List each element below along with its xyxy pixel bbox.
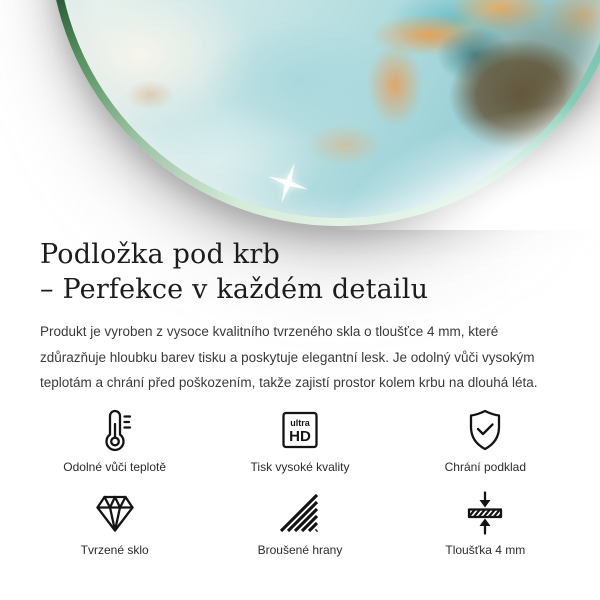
feature-label: Chrání podklad <box>444 459 527 474</box>
page-title-line2: – Perfekce v každém detailu <box>40 274 429 306</box>
ultra-hd-icon <box>276 406 324 454</box>
glass-disc-edge <box>49 0 600 226</box>
feature-beveled-edges <box>207 489 392 557</box>
feature-label: Odolné vůči teplotě <box>63 459 167 474</box>
beveled-edge-icon <box>276 489 324 537</box>
page-title <box>40 237 560 307</box>
feature-print-quality <box>207 406 392 474</box>
feature-protects-surface <box>393 406 578 474</box>
sparkle-glint-icon <box>266 161 310 205</box>
thermometer-icon <box>91 406 139 454</box>
thickness-press-icon <box>461 489 509 537</box>
feature-label: Tloušťka 4 mm <box>445 542 526 557</box>
diamond-icon <box>91 489 139 537</box>
feature-label: Tisk vysoké kvality <box>250 459 350 474</box>
svg-text:HD: HD <box>289 427 311 445</box>
feature-label: Broušené hrany <box>257 542 343 557</box>
product-content <box>0 237 600 557</box>
page-title-line1: Podložka pod krb <box>40 239 280 270</box>
svg-text:ultra: ultra <box>290 417 310 428</box>
product-description: Produkt je vyroben z vysoce kvalitního tvrzeného skla o tloušťce 4 mm, které zdůrazňuje hloubku barev tisku a poskytuje elegantní lesk. Je odolný vůči vysokým teplotám a chrání před poškozením, takže zajistí prostor kolem krbu na dlouhá léta. <box>40 324 538 391</box>
feature-thickness <box>393 489 578 557</box>
feature-tempered-glass <box>22 489 207 557</box>
feature-label: Tvrzené sklo <box>80 542 149 557</box>
feature-heat-resistant <box>22 406 207 474</box>
shield-check-icon <box>461 406 509 454</box>
product-hero <box>0 0 600 230</box>
marble-artwork <box>57 0 600 218</box>
features-grid <box>22 406 578 557</box>
